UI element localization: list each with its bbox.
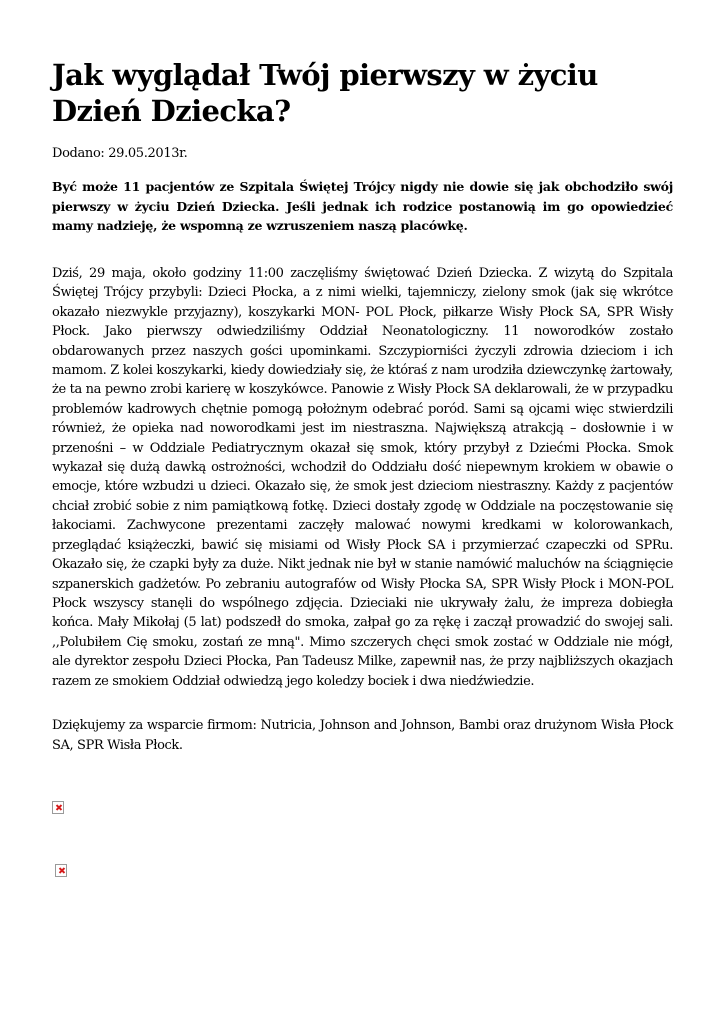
article-thanks: Dziękujemy za wsparcie firmom: Nutricia, Johnson and Johnson, Bambi oraz drużynom Wisła Płock SA, SPR Wisła Płock. bbox=[52, 718, 673, 753]
article-body: Dziś, 29 maja, około godziny 11:00 zaczęliśmy świętować Dzień Dziecka. Z wizytą do Szpitala Świętej Trójcy przybyli: Dzieci Płocka, a z nimi wielki, tajemniczy, zielony smok (jak się wkrótce okazało niezwykle przyjazny), koszykarki MON- POL Płock, piłkarze Wisły Płock SA, SPR Wisły Płock. Jako pierwszy odwiedziliśmy Oddział Neonatologiczny. 11 noworodków zostało obdarowanych przez naszych gości upominkami. Szczypiorniści życzyli zdrowia dzieciom i ich mamom. Z kolei koszykarki, kiedy dowiedziały się, że któraś z nam urodziła dziewczynkę żartowały, że ta na pewno zrobi karierę w koszykówce. Panowie z Wisły Płock SA deklarowali, że w przypadku problemów kadrowych chętnie pomogą położnym odebrać poród. Sami są ojcami więc stwierdzili również, że opieka nad noworodkami jest im niestraszna. Największą atrakcją – dosłownie i w przenośni – w Oddziale Pediatrycznym okazał się smok, który przybył z Dziećmi Płocka. Smok wykazał się dużą dawką ostrożności, wchodził do Oddziału dość niepewnym krokiem w obawie o emocje, które wzbudzi u dzieci. Okazało się, że smok jest dzieciom niestraszny. Każdy z pacjentów chciał zrobić sobie z nim pamiątkową fotkę. Dzieci dostały zgodę w Oddziale na poczęstowanie się łakociami. Zachwycone prezentami zaczęły malować nowymi kredkami w kolorowankach, przeglądać książeczki, bawić się misiami od Wisły Płock SA i przymierzać czapeczki od SPRu. Okazało się, że czapki były za duże. Nikt jednak nie był w stanie namówić maluchów na ściągnięcie szpanerskich gadżetów. Po zebraniu autografów od Wisły Płocka SA, SPR Wisły Płock i MON-POL Płock wszyscy stanęli do wspólnego zdjęcia. Dzieciaki nie ukrywały żalu, że impreza dobiegła końca. Mały Mikołaj (5 lat) podszedł do smoka, załpał go za rękę i zaczął prowadzić do swojej sali. ,,Polubiłem Cię smoku, zostań ze mną". Mimo szczerych chęci smok zostać w Oddziale nie mógł, ale dyrektor zespołu Dzieci Płocka, Pan Tadeusz Milke, zapewnił nas, że przy najbliższych okazjach razem ze smokiem Oddział odwiedzą jego koledzy bociek i dwa niedźwiedzie. bbox=[52, 266, 673, 689]
broken-image-icon bbox=[52, 801, 64, 814]
broken-image-icon bbox=[55, 864, 67, 877]
article-title: Jak wyglądał Twój pierwszy w życiu Dzień Dziecka? bbox=[52, 58, 598, 128]
publish-date: Dodano: 29.05.2013r. bbox=[52, 146, 188, 161]
article-lead: Być może 11 pacjentów ze Szpitala Świętej Trójcy nigdy nie dowie się jak obchodziło swój pierwszy w życiu Dzień Dziecka. Jeśli jednak ich rodzice postanowią im go opowiedzieć mamy nadzieję, że wspomną ze wzruszeniem naszą placówkę. bbox=[52, 179, 673, 233]
